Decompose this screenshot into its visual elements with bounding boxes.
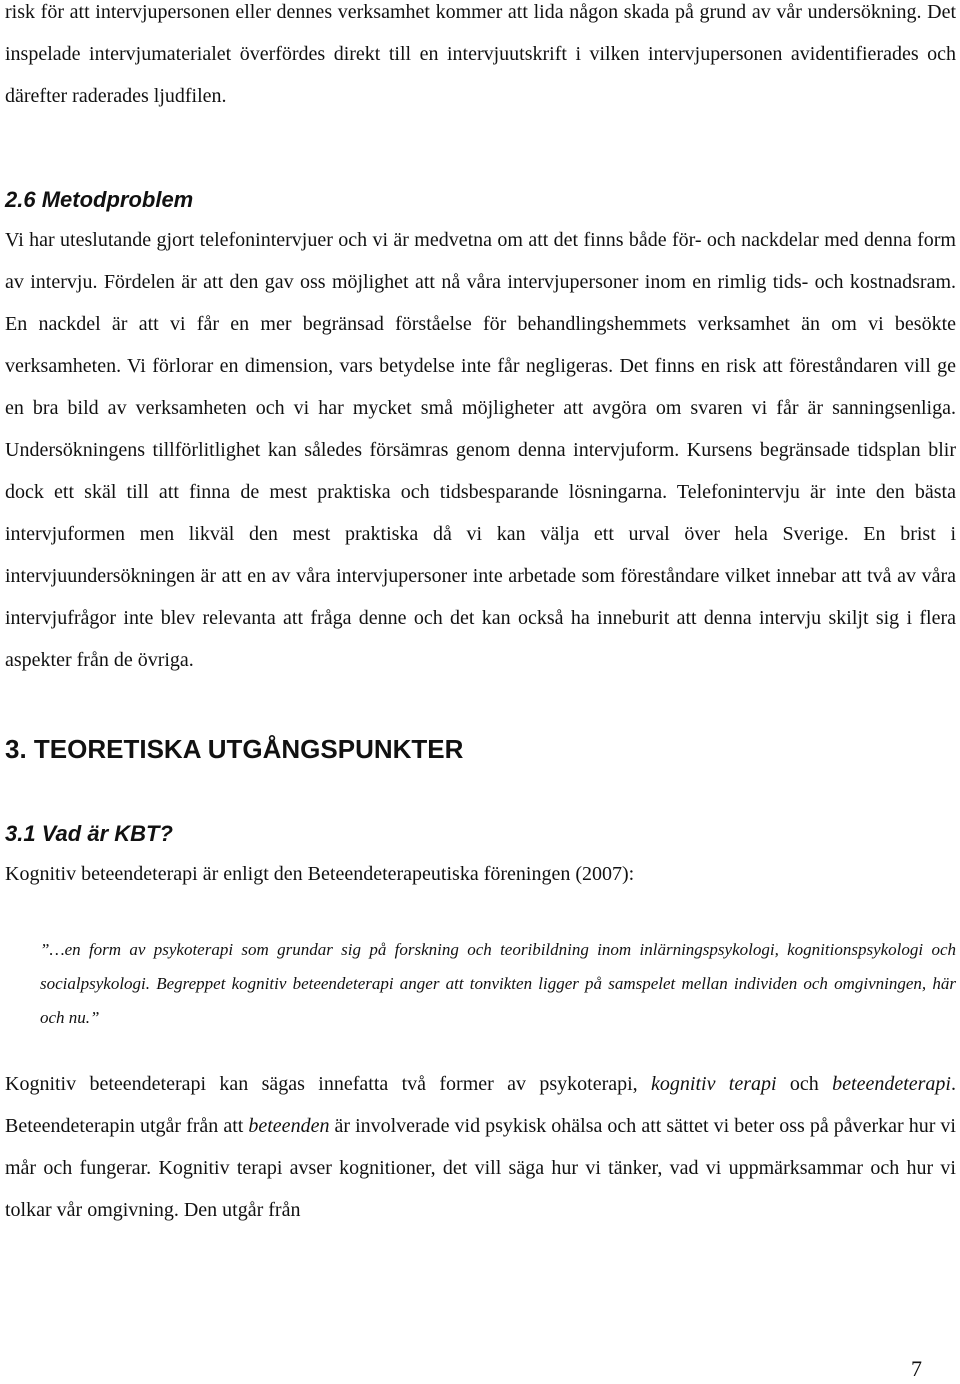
heading-3: 3. TEORETISKA UTGÅNGSPUNKTER <box>5 734 464 764</box>
text-segment: . Beteendeterapin utgår från att <box>5 1073 956 1137</box>
emphasis-beteendeterapi: beteendeterapi <box>832 1073 951 1095</box>
text-segment: och <box>776 1073 833 1095</box>
paragraph-intro: risk för att intervjupersonen eller dennes verksamhet kommer att lida någon skada på grund av vår undersökning. Det inspelade intervjumaterialet överfördes direkt till en intervjuutskrift i vilken intervjupersonen avidentifierades och därefter raderades ljudfilen. <box>5 1 956 107</box>
text-segment: är involverade vid psykisk ohälsa och att sättet vi beter oss på påverkar hur vi mår och fungerar. Kognitiv terapi avser kognitioner, det vill säga hur vi tänker, vad vi uppmärksammar och hur vi tolkar vår omgivning. Den utgår från <box>5 1115 956 1221</box>
text-segment: Kognitiv beteendeterapi kan sägas innefatta två former av psykoterapi, <box>5 1073 652 1095</box>
emphasis-beteenden: beteenden <box>248 1115 330 1137</box>
emphasis-kognitiv-terapi: kognitiv terapi <box>651 1073 777 1095</box>
page-number: 7 <box>911 1356 922 1381</box>
block-quote: ”…en form av psykoterapi som grundar sig på forskning och teoribildning inom inlärningspsykologi, kognitionspsykologi och socialpsykologi. Begreppet kognitiv beteendeterapi anger att tonvikten ligger på samspelet mellan individen och omgivningen, här och nu.” <box>40 940 956 1027</box>
paragraph-metodproblem: Vi har uteslutande gjort telefonintervjuer och vi är medvetna om att det finns både för- och nackdelar med denna form av intervju. Fördelen är att den gav oss möjlighet att nå våra intervjupersoner inom en rimlig tids- och kostnadsram. En nackdel är att vi får en mer begränsad förståelse för behandlingshemmets verksamhet än om vi besökte verksamheten. Vi förlorar en dimension, vars betydelse inte får negligeras. Det finns en risk att föreståndaren vill ge en bra bild av verksamheten och vi har mycket små möjligheter att avgöra om svaren vi får är sanningsenliga. Undersökningens tillförlitlighet kan således försämras genom denna intervjuform. Kursens begränsade tidsplan blir dock ett skäl till att finna de mest praktiska och tidsbesparande lösningarna. Telefonintervju är inte den bästa intervjuformen men likväl den mest praktiska då vi kan välja ett urval över hela Sverige. En brist i intervjuundersökningen är att en av våra intervjupersoner inte arbetade som föreståndare vilket innebar att två av våra intervjufrågor inte blev relevanta att fråga denne och det kan också ha inneburit att denna intervju skiljt sig i flera aspekter från de övriga. <box>5 229 956 671</box>
document-page <box>5 0 956 1231</box>
paragraph-kbt-intro: Kognitiv beteendeterapi är enligt den Beteendeterapeutiska föreningen (2007): <box>5 863 635 885</box>
heading-2-6: 2.6 Metodproblem <box>5 187 194 212</box>
heading-3-1: 3.1 Vad är KBT? <box>5 821 173 846</box>
paragraph-kbt-forms <box>5 1063 956 1231</box>
